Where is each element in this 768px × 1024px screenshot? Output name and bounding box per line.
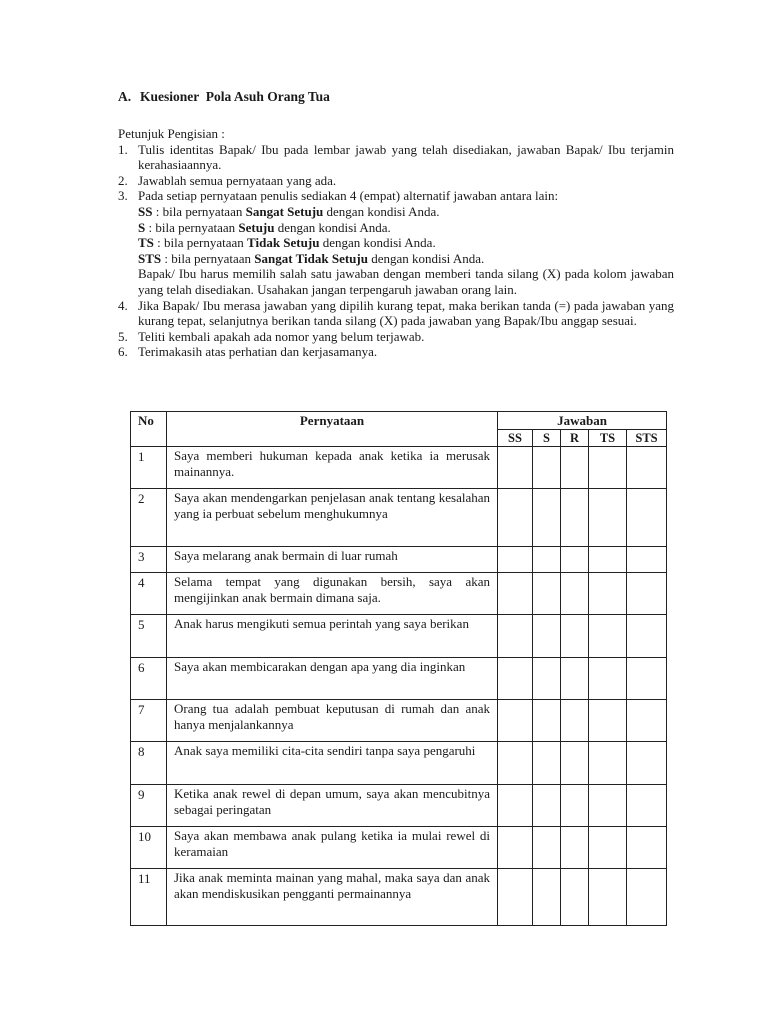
instructions-list — [118, 142, 674, 360]
answer-cell-sts[interactable] — [627, 447, 667, 489]
answer-cell-ts[interactable] — [589, 827, 627, 869]
section-heading — [118, 88, 674, 106]
instruction-item — [118, 188, 674, 297]
answer-cell-r[interactable] — [561, 615, 589, 658]
table-row — [131, 785, 667, 827]
column-header-statement: Pernyataan — [167, 412, 498, 447]
instruction-item — [118, 298, 674, 329]
answer-cell-s[interactable] — [533, 447, 561, 489]
instruction-text: Pada setiap pernyataan penulis sediakan 4 (empat) alternatif jawaban antara lain: — [138, 188, 559, 204]
answer-cell-ss[interactable] — [498, 869, 533, 926]
answer-cell-ss[interactable] — [498, 827, 533, 869]
answer-cell-r[interactable] — [561, 700, 589, 742]
answer-cell-ts[interactable] — [589, 785, 627, 827]
statement-cell: Saya akan membicarakan dengan apa yang dia inginkan — [167, 658, 498, 700]
row-number: 5 — [131, 615, 167, 658]
column-header-answer: Jawaban — [498, 412, 667, 430]
instruction-note: Bapak/ Ibu harus memilih salah satu jawaban dengan memberi tanda silang (X) pada kolom jawaban yang telah disediakan. Usahakan jangan terpengaruh jawaban orang lain. — [138, 266, 674, 297]
answer-cell-ss[interactable] — [498, 573, 533, 615]
answer-cell-sts[interactable] — [627, 573, 667, 615]
answer-cell-ss[interactable] — [498, 785, 533, 827]
row-number: 9 — [131, 785, 167, 827]
option-ss: SS : bila pernyataan Sangat Setuju dengan kondisi Anda. — [138, 203, 440, 219]
answer-cell-ts[interactable] — [589, 547, 627, 573]
answer-cell-ss[interactable] — [498, 615, 533, 658]
table-row — [131, 742, 667, 785]
answer-cell-s[interactable] — [533, 658, 561, 700]
instruction-text: Jawablah semua pernyataan yang ada. — [138, 172, 337, 188]
instruction-text: Jika Bapak/ Ibu merasa jawaban yang dipilih kurang tepat, maka berikan tanda (=) pada jawaban yang kurang tepat, selanjutnya berikan tanda silang (X) pada jawaban yang Bapak/Ibu anggap sesuai. — [138, 297, 674, 329]
option-s: S : bila pernyataan Setuju dengan kondisi Anda. — [138, 219, 391, 235]
statement-cell: Jika anak meminta mainan yang mahal, maka saya dan anak akan mendiskusikan pengganti permainannya — [167, 869, 498, 926]
instruction-item — [118, 173, 674, 189]
answer-cell-ts[interactable] — [589, 742, 627, 785]
instruction-number: 6. — [118, 344, 128, 360]
option-sts: STS : bila pernyataan Sangat Tidak Setuju dengan kondisi Anda. — [138, 250, 485, 266]
row-number: 6 — [131, 658, 167, 700]
answer-cell-ss[interactable] — [498, 489, 533, 547]
row-number: 8 — [131, 742, 167, 785]
instruction-number: 1. — [118, 141, 128, 157]
answer-cell-s[interactable] — [533, 742, 561, 785]
row-number: 4 — [131, 573, 167, 615]
instruction-number: 4. — [118, 297, 128, 313]
instruction-text: Tulis identitas Bapak/ Ibu pada lembar jawab yang telah disediakan, jawaban Bapak/ Ibu terjamin kerahasiaannya. — [138, 141, 674, 173]
answer-cell-r[interactable] — [561, 742, 589, 785]
row-number: 7 — [131, 700, 167, 742]
answer-option-header: TS — [589, 430, 627, 447]
statement-cell: Anak harus mengikuti semua perintah yang saya berikan — [167, 615, 498, 658]
table-row — [131, 447, 667, 489]
table-row — [131, 489, 667, 547]
answer-cell-sts[interactable] — [627, 700, 667, 742]
instruction-number: 2. — [118, 172, 128, 188]
answer-option-header: R — [561, 430, 589, 447]
row-number: 11 — [131, 869, 167, 926]
answer-cell-ss[interactable] — [498, 742, 533, 785]
questionnaire-table — [130, 411, 667, 926]
section-number: A. — [118, 89, 132, 104]
statement-cell: Saya memberi hukuman kepada anak ketika ia merusak mainannya. — [167, 447, 498, 489]
answer-cell-s[interactable] — [533, 547, 561, 573]
answer-cell-ts[interactable] — [589, 573, 627, 615]
row-number: 10 — [131, 827, 167, 869]
answer-cell-r[interactable] — [561, 489, 589, 547]
answer-cell-s[interactable] — [533, 573, 561, 615]
table-row — [131, 869, 667, 926]
answer-cell-r[interactable] — [561, 573, 589, 615]
answer-option-header: STS — [627, 430, 667, 447]
instructions-section — [118, 88, 674, 360]
answer-cell-r[interactable] — [561, 658, 589, 700]
statement-cell: Orang tua adalah pembuat keputusan di rumah dan anak hanya menjalankannya — [167, 700, 498, 742]
instruction-text: Terimakasih atas perhatian dan kerjasamanya. — [138, 344, 378, 360]
answer-cell-ss[interactable] — [498, 700, 533, 742]
answer-cell-r[interactable] — [561, 827, 589, 869]
instruction-item — [118, 344, 674, 360]
row-number: 1 — [131, 447, 167, 489]
answer-cell-ss[interactable] — [498, 658, 533, 700]
answer-option-header: SS — [498, 430, 533, 447]
row-number: 3 — [131, 547, 167, 573]
answer-cell-ss[interactable] — [498, 447, 533, 489]
answer-cell-ts[interactable] — [589, 615, 627, 658]
instruction-item — [118, 142, 674, 173]
answer-cell-ss[interactable] — [498, 547, 533, 573]
answer-cell-sts[interactable] — [627, 742, 667, 785]
instructions-intro: Petunjuk Pengisian : — [118, 126, 225, 141]
row-number: 2 — [131, 489, 167, 547]
answer-cell-ts[interactable] — [589, 447, 627, 489]
statement-cell: Selama tempat yang digunakan bersih, saya akan mengijinkan anak bermain dimana saja. — [167, 573, 498, 615]
answer-cell-s[interactable] — [533, 785, 561, 827]
answer-option-header: S — [533, 430, 561, 447]
table-row — [131, 573, 667, 615]
answer-cell-s[interactable] — [533, 489, 561, 547]
answer-cell-s[interactable] — [533, 700, 561, 742]
answer-cell-ts[interactable] — [589, 658, 627, 700]
column-header-no: No — [131, 412, 167, 447]
option-ts: TS : bila pernyataan Tidak Setuju dengan kondisi Anda. — [138, 235, 436, 251]
statement-cell: Saya akan membawa anak pulang ketika ia mulai rewel di keramaian — [167, 827, 498, 869]
answer-cell-s[interactable] — [533, 827, 561, 869]
answer-cell-s[interactable] — [533, 869, 561, 926]
answer-cell-sts[interactable] — [627, 785, 667, 827]
section-title: Kuesioner Pola Asuh Orang Tua — [140, 89, 330, 104]
table-row — [131, 827, 667, 869]
answer-cell-r[interactable] — [561, 447, 589, 489]
instruction-text: Teliti kembali apakah ada nomor yang belum terjawab. — [138, 328, 425, 344]
statement-cell: Ketika anak rewel di depan umum, saya akan mencubitnya sebagai peringatan — [167, 785, 498, 827]
table-row — [131, 615, 667, 658]
answer-cell-sts[interactable] — [627, 869, 667, 926]
instruction-number: 3. — [118, 188, 128, 204]
answer-cell-r[interactable] — [561, 785, 589, 827]
table-row — [131, 658, 667, 700]
answer-cell-sts[interactable] — [627, 489, 667, 547]
table-row — [131, 700, 667, 742]
answer-cell-sts[interactable] — [627, 547, 667, 573]
statement-cell: Anak saya memiliki cita-cita sendiri tanpa saya pengaruhi — [167, 742, 498, 785]
answer-cell-sts[interactable] — [627, 827, 667, 869]
answer-cell-r[interactable] — [561, 547, 589, 573]
answer-cell-sts[interactable] — [627, 615, 667, 658]
instruction-item — [118, 329, 674, 345]
answer-cell-s[interactable] — [533, 615, 561, 658]
answer-cell-sts[interactable] — [627, 658, 667, 700]
answer-cell-r[interactable] — [561, 869, 589, 926]
statement-cell: Saya akan mendengarkan penjelasan anak tentang kesalahan yang ia perbuat sebelum menghukumnya — [167, 489, 498, 547]
statement-cell: Saya melarang anak bermain di luar rumah — [167, 547, 498, 573]
table-row — [131, 547, 667, 573]
answer-cell-ts[interactable] — [589, 700, 627, 742]
answer-cell-ts[interactable] — [589, 489, 627, 547]
answer-cell-ts[interactable] — [589, 869, 627, 926]
instruction-number: 5. — [118, 328, 128, 344]
